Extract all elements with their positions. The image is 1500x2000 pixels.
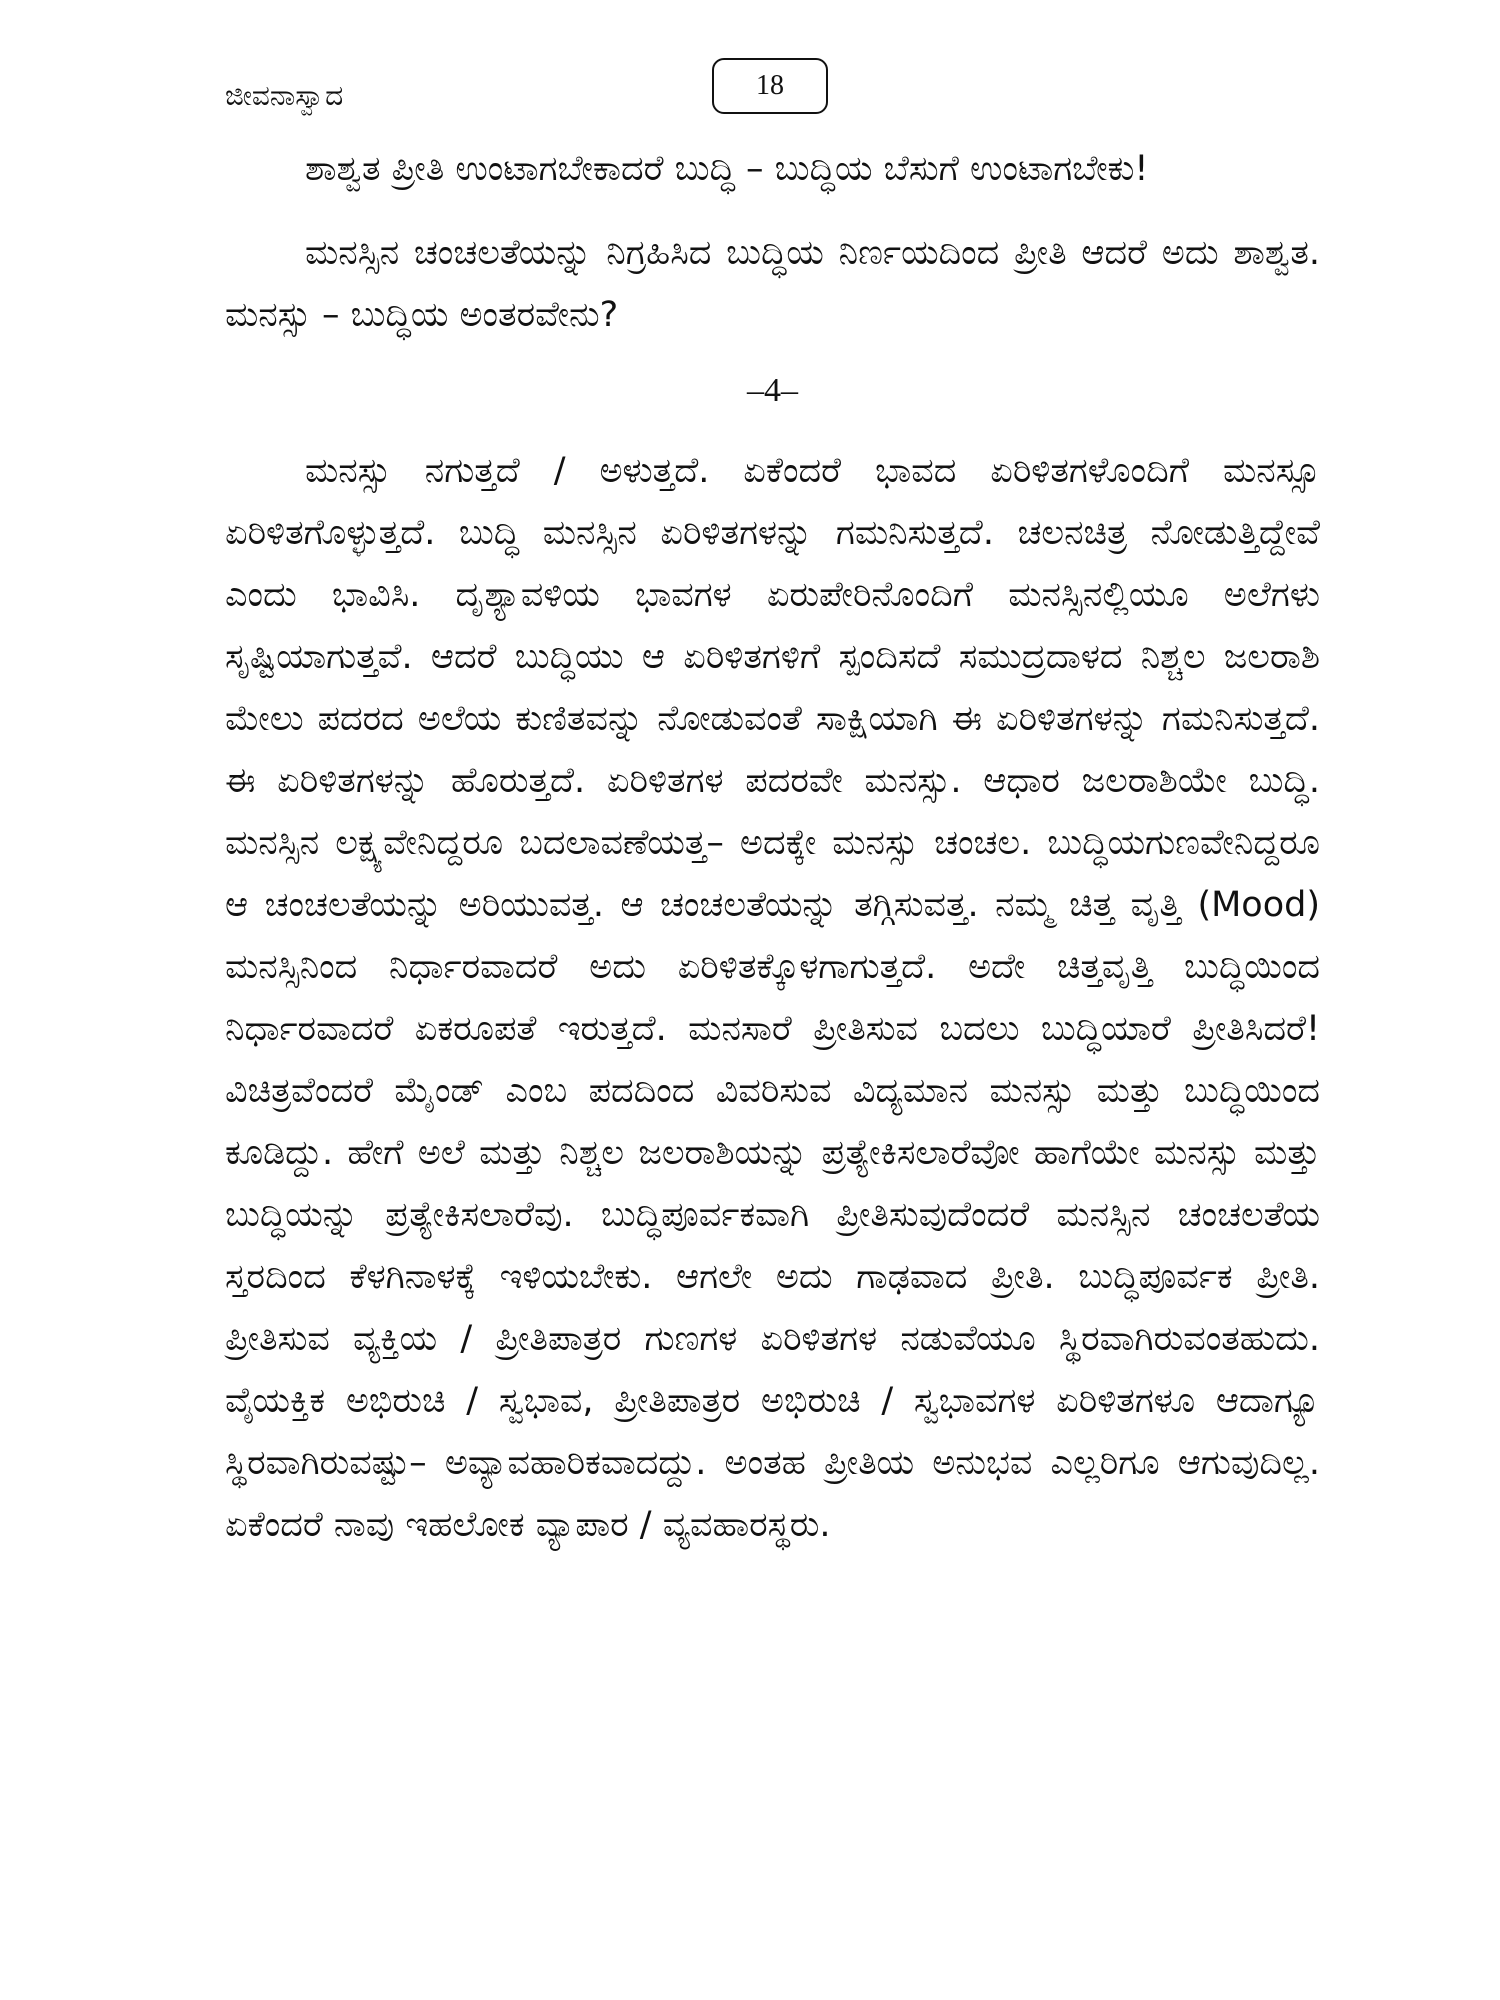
section-number: –4– bbox=[747, 372, 798, 409]
paragraph-2: ಮನಸ್ಸಿನ ಚಂಚಲತೆಯನ್ನು ನಿಗ್ರಹಿಸಿದ ಬುದ್ಧಿಯ ನಿರ್ಣಯದಿಂದ ಪ್ರೀತಿ ಆದರೆ ಅದು ಶಾಶ್ವತ. ಮನಸ್ಸು – ಬುದ್ಧಿಯ ಅಂತರವೇನು? bbox=[225, 233, 1320, 335]
page-body bbox=[225, 138, 1320, 1556]
paragraph-3: ಮನಸ್ಸು ನಗುತ್ತದೆ / ಅಳುತ್ತದೆ. ಏಕೆಂದರೆ ಭಾವದ ಏರಿಳಿತಗಳೊಂದಿಗೆ ಮನಸ್ಸೂ ಏರಿಳಿತಗೊಳ್ಳುತ್ತದೆ. ಬುದ್ಧಿ ಮನಸ್ಸಿನ ಏರಿಳಿತಗಳನ್ನು ಗಮನಿಸುತ್ತದೆ. ಚಲನಚಿತ್ರ ನೋಡುತ್ತಿದ್ದೇವೆ ಎಂದು ಭಾವಿಸಿ. ದೃಶ್ಯಾವಳಿಯ ಭಾವಗಳ ಏರುಪೇರಿನೊಂದಿಗೆ ಮನಸ್ಸಿನಲ್ಲಿಯೂ ಅಲೆಗಳು ಸೃಷ್ಟಿಯಾಗುತ್ತವೆ. ಆದರೆ ಬುದ್ಧಿಯು ಆ ಏರಿಳಿತಗಳಿಗೆ ಸ್ಪಂದಿಸದೆ ಸಮುದ್ರದಾಳದ ನಿಶ್ಚಲ ಜಲರಾಶಿ ಮೇಲು ಪದರದ ಅಲೆಯ ಕುಣಿತವನ್ನು ನೋಡುವಂತೆ ಸಾಕ್ಷಿಯಾಗಿ ಈ ಏರಿಳಿತಗಳನ್ನು ಗಮನಿಸುತ್ತದೆ. ಈ ಏರಿಳಿತಗಳನ್ನು ಹೊರುತ್ತದೆ. ಏರಿಳಿತಗಳ ಪದರವೇ ಮನಸ್ಸು. ಆಧಾರ ಜಲರಾಶಿಯೇ ಬುದ್ಧಿ. ಮನಸ್ಸಿನ ಲಕ್ಷ್ಯವೇನಿದ್ದರೂ ಬದಲಾವಣೆಯತ್ತ– ಅದಕ್ಕೇ ಮನಸ್ಸು ಚಂಚಲ. ಬುದ್ಧಿಯಗುಣವೇನಿದ್ದರೂ ಆ ಚಂಚಲತೆಯನ್ನು ಅರಿಯುವತ್ತ. ಆ ಚಂಚಲತೆಯನ್ನು ತಗ್ಗಿಸುವತ್ತ. ನಮ್ಮ ಚಿತ್ತ ವೃತ್ತಿ (Mood) ಮನಸ್ಸಿನಿಂದ ನಿರ್ಧಾರವಾದರೆ ಅದು ಏರಿಳಿತಕ್ಕೊಳಗಾಗುತ್ತದೆ. ಅದೇ ಚಿತ್ತವೃತ್ತಿ ಬುದ್ಧಿಯಿಂದ ನಿರ್ಧಾರವಾದರೆ ಏಕರೂಪತೆ ಇರುತ್ತದೆ. ಮನಸಾರೆ ಪ್ರೀತಿಸುವ ಬದಲು ಬುದ್ಧಿಯಾರೆ ಪ್ರೀತಿಸಿದರೆ! ವಿಚಿತ್ರವೆಂದರೆ ಮೈಂಡ್ ಎಂಬ ಪದದಿಂದ ವಿವರಿಸುವ ವಿದ್ಯಮಾನ ಮನಸ್ಸು ಮತ್ತು ಬುದ್ಧಿಯಿಂದ ಕೂಡಿದ್ದು. ಹೇಗೆ ಅಲೆ ಮತ್ತು ನಿಶ್ಚಲ ಜಲರಾಶಿಯನ್ನು ಪ್ರತ್ಯೇಕಿಸಲಾರೆವೋ ಹಾಗೆಯೇ ಮನಸ್ಸು ಮತ್ತು ಬುದ್ಧಿಯನ್ನು ಪ್ರತ್ಯೇಕಿಸಲಾರೆವು. ಬುದ್ಧಿಪೂರ್ವಕವಾಗಿ ಪ್ರೀತಿಸುವುದೆಂದರೆ ಮನಸ್ಸಿನ ಚಂಚಲತೆಯ ಸ್ತರದಿಂದ ಕೆಳಗಿನಾಳಕ್ಕೆ ಇಳಿಯಬೇಕು. ಆಗಲೇ ಅದು ಗಾಢವಾದ ಪ್ರೀತಿ. ಬುದ್ಧಿಪೂರ್ವಕ ಪ್ರೀತಿ. ಪ್ರೀತಿಸುವ ವ್ಯಕ್ತಿಯ / ಪ್ರೀತಿಪಾತ್ರರ ಗುಣಗಳ ಏರಿಳಿತಗಳ ನಡುವೆಯೂ ಸ್ಥಿರವಾಗಿರುವಂತಹುದು. ವೈಯಕ್ತಿಕ ಅಭಿರುಚಿ / ಸ್ವಭಾವ, ಪ್ರೀತಿಪಾತ್ರರ ಅಭಿರುಚಿ / ಸ್ವಭಾವಗಳ ಏರಿಳಿತಗಳೂ ಆದಾಗ್ಯೂ ಸ್ಥಿರವಾಗಿರುವಷ್ಟು– ಅವ್ಯಾವಹಾರಿಕವಾದದ್ದು. ಅಂತಹ ಪ್ರೀತಿಯ ಅನುಭವ ಎಲ್ಲರಿಗೂ ಆಗುವುದಿಲ್ಲ. ಏಕೆಂದರೆ ನಾವು ಇಹಲೋಕ ವ್ಯಾಪಾರ / ವ್ಯವಹಾರಸ್ಥರು. bbox=[225, 451, 1320, 1545]
paragraph-1: ಶಾಶ್ವತ ಪ್ರೀತಿ ಉಂಟಾಗಬೇಕಾದರೆ ಬುದ್ಧಿ – ಬುದ್ಧಿಯ ಬೆಸುಗೆ ಉಂಟಾಗಬೇಕು! bbox=[305, 149, 1149, 189]
running-title: ಜೀವನಾಸ್ವಾದ bbox=[225, 79, 344, 112]
page-number: 18 bbox=[712, 58, 828, 114]
